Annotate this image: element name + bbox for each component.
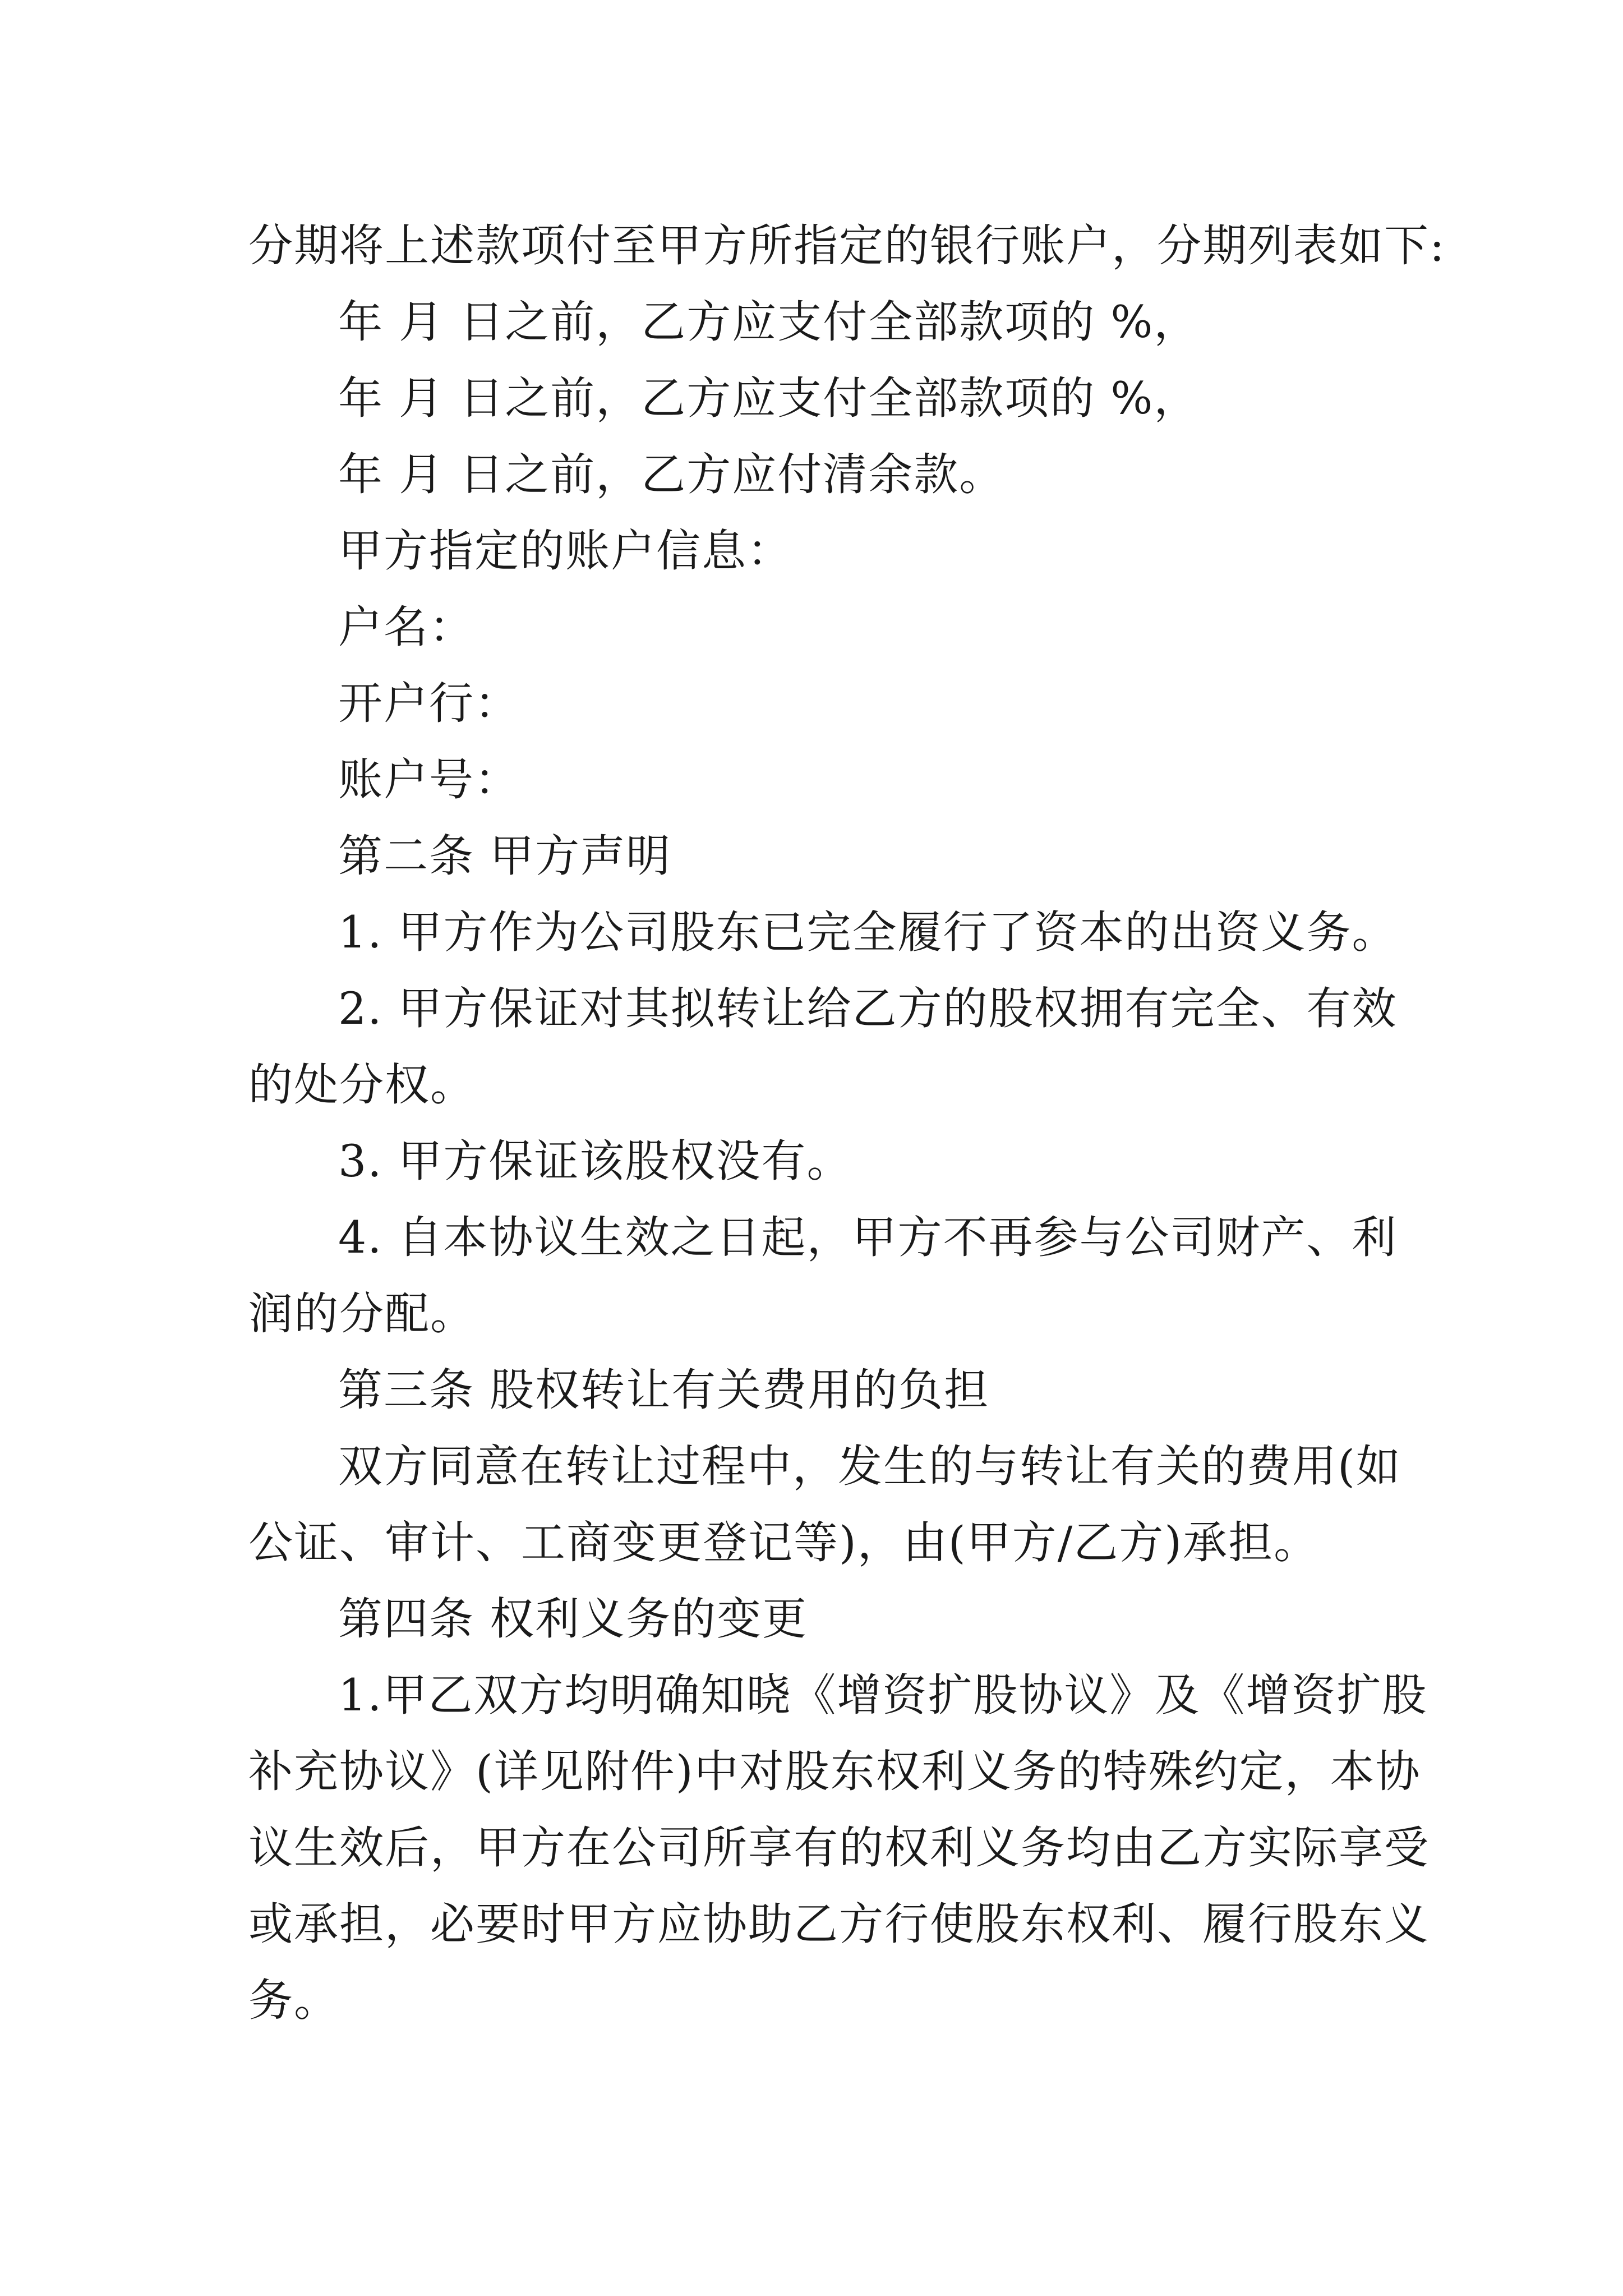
paragraph-line-installment-intro: 分期将上述款项付至甲方所指定的银行账户，分期列表如下: — [248, 220, 1446, 272]
article-2-item-4: 4. 自本协议生效之日起，甲方不再参与公司财产、利 — [338, 1212, 1398, 1263]
article-4-heading: 第四条 权利义务的变更 — [338, 1593, 808, 1645]
article-2-item-2: 2. 甲方保证对其拟转让给乙方的股权拥有完全、有效 — [338, 983, 1398, 1034]
article-4-item-1-cont-1: 补充协议》(详见附件)中对股东权利义务的特殊约定，本协 — [248, 1746, 1421, 1797]
article-3-body: 双方同意在转让过程中，发生的与转让有关的费用(如 — [338, 1441, 1401, 1492]
account-number-field: 账户号： — [338, 754, 520, 806]
article-2-heading: 第二条 甲方声明 — [338, 830, 672, 882]
article-4-item-1-cont-2: 议生效后，甲方在公司所享有的权利义务均由乙方实际享受 — [248, 1822, 1430, 1874]
article-3-body-cont: 公证、审计、工商变更登记等)，由(甲方/乙方)承担。 — [248, 1517, 1320, 1568]
bank-name-field: 开户行： — [338, 678, 520, 729]
account-info-heading: 甲方指定的账户信息： — [338, 525, 792, 577]
account-name-field: 户名： — [338, 601, 474, 653]
article-2-item-4-cont: 润的分配。 — [248, 1288, 476, 1340]
article-2-item-1: 1. 甲方作为公司股东已完全履行了资本的出资义务。 — [338, 907, 1398, 958]
document-body — [248, 208, 1446, 2039]
article-4-item-1: 1.甲乙双方均明确知晓《增资扩股协议》及《增资扩股 — [338, 1669, 1428, 1721]
article-2-item-2-cont: 的处分权。 — [248, 1059, 476, 1111]
article-3-heading: 第三条 股权转让有关费用的负担 — [338, 1364, 990, 1416]
article-4-item-1-cont-4: 务。 — [248, 1975, 339, 2026]
paragraph-line-installment-1: 年 月 日之前，乙方应支付全部款项的 %， — [338, 296, 1200, 348]
article-2-item-3: 3. 甲方保证该股权没有。 — [338, 1135, 852, 1187]
paragraph-line-installment-3: 年 月 日之前，乙方应付清余款。 — [338, 449, 1005, 500]
paragraph-line-installment-2: 年 月 日之前，乙方应支付全部款项的 %， — [338, 372, 1200, 424]
article-4-item-1-cont-3: 或承担，必要时甲方应协助乙方行使股东权利、履行股东义 — [248, 1898, 1430, 1950]
